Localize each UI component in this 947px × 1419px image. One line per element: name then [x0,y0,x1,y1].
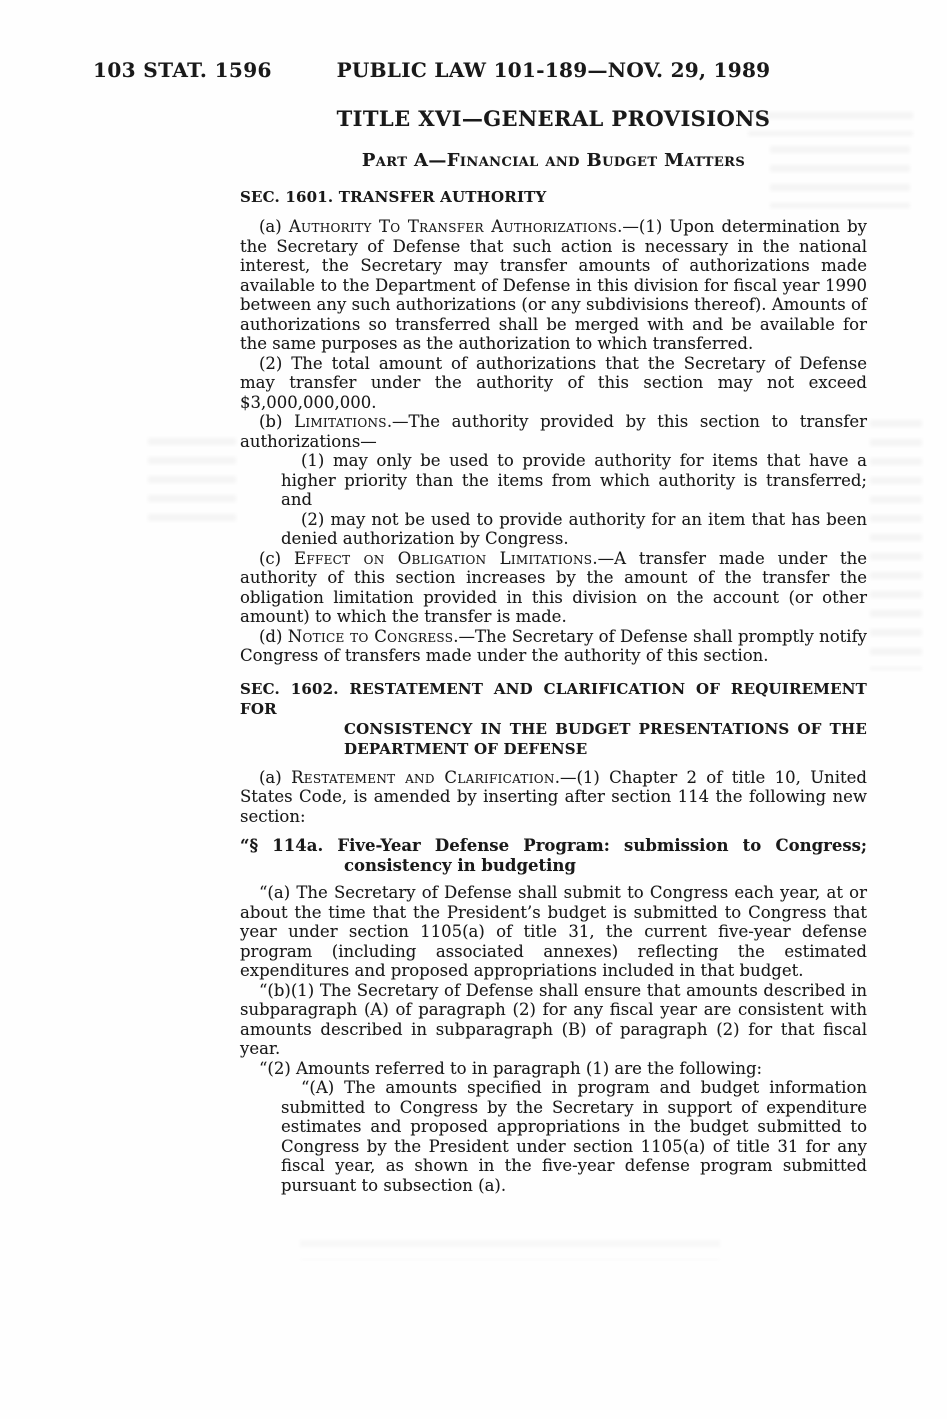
text-run: .—(1) Upon determination by the Secretary of Defense that such action is necessary in the national interest, the Secretary may transfer amounts of authorizations made available to the Department of Defense in this division for fiscal year 1990 between any such authorizations (or any subdivisions thereof). Amounts of authorizations so transferred shall be merged with and be available for the same purposes as the authorization to which transferred. [240,217,867,353]
para-1602-a [240,768,867,827]
quoted-para-b1: “(b)(1) The Secretary of Defense shall ensure that amounts described in subparagraph (A) of paragraph (2) for any fiscal year are consistent with amounts described in subparagraph (B) of paragraph (2) for that fiscal year. [240,980,867,1058]
small-caps-run: Limitations [294,412,387,431]
scan-artifact [148,438,236,522]
para-1601-a [240,217,867,354]
item-1601-b1: (1) may only be used to provide authority for items that have a higher priority than the items from which authority is transferred; and [281,451,867,509]
quoted-para-2: “(2) Amounts referred to in paragraph (1) are the following: [259,1058,763,1078]
sec-1602-heading-line-1: SEC. 1602. RESTATEMENT AND CLARIFICATION OF REQUIREMENT FOR [240,679,867,718]
para-1601-c [240,549,867,627]
sec-114a-heading-line-2: consistency in budgeting [344,856,576,875]
small-caps-run: Notice to Congress [287,626,454,646]
text-run: (d) [259,626,288,646]
title-heading: TITLE XVI—GENERAL PROVISIONS [336,106,771,131]
item-1601-b2: (2) may not be used to provide authority for an item that has been denied authorization by Congress. [281,509,867,548]
quoted-item-A: “(A) The amounts specified in program and budget information submitted to Congress by the Secretary in support of expenditure estimates and proposed appropriations in the budget submitted to Congress by the President under section 1105(a) of title 31 for any fiscal year, as shown in the five-year defense program submitted pursuant to subsection (a). [281,1078,867,1195]
text-run: (a) [259,217,289,236]
text-column [240,106,867,1195]
para-1601-d [240,627,867,666]
text-run: .—The Secretary of Defense shall promptly notify Congress of transfers made under the authority of this section. [240,626,867,665]
part-heading: Part A—Financial and Budget Matters [361,150,746,171]
sec-114a-heading [240,836,867,876]
sec-114a-heading-line-1: “§ 114a. Five-Year Defense Program: submission to Congress; [240,836,867,855]
stat-citation: 103 STAT. 1596 [93,58,272,82]
sec-1601-heading: SEC. 1601. TRANSFER AUTHORITY [240,188,547,206]
text-run: .—The authority provided by this section to transfer authorizations— [240,412,867,451]
sec-1602-heading-line-2: CONSISTENCY IN THE BUDGET PRESENTATIONS OF THE [344,719,867,738]
quoted-para-a: “(a) The Secretary of Defense shall submit to Congress each year, at or about the time that the President’s budget is submitted to Congress that year under section 1105(a) of title 31, the current five-year defense program (including associated annexes) reflecting the estimated expenditures and proposed appropriations included in that budget. [240,883,867,980]
scan-artifact [300,1240,720,1260]
sec-1602-heading [240,679,867,759]
law-citation: PUBLIC LAW 101-189—NOV. 29, 1989 [336,58,771,82]
scan-artifact [870,420,922,670]
text-run: (a) [259,767,292,787]
small-caps-run: Authority To Transfer Authorizations [288,217,618,236]
text-run: .—A transfer made under the authority of this section increases by the amount of the transfer the obligation limitation provided in this division on the account (or other amount) to which the transfer is made. [240,548,867,626]
sec-1602-heading-line-3: DEPARTMENT OF DEFENSE [344,739,588,758]
text-run: (b) [259,412,295,431]
para-1601-b [240,412,867,451]
text-run: (c) [259,548,294,568]
text-run: .—(1) Chapter 2 of title 10, United States Code, is amended by inserting after section 114 the following new section: [240,767,867,826]
para-1601-a2: (2) The total amount of authorizations that the Secretary of Defense may transfer under the authority of this section may not exceed $3,000,000,000. [240,353,867,412]
small-caps-run: Effect on Obligation Limitations [294,548,593,568]
small-caps-run: Restatement and Clarification [291,767,555,787]
